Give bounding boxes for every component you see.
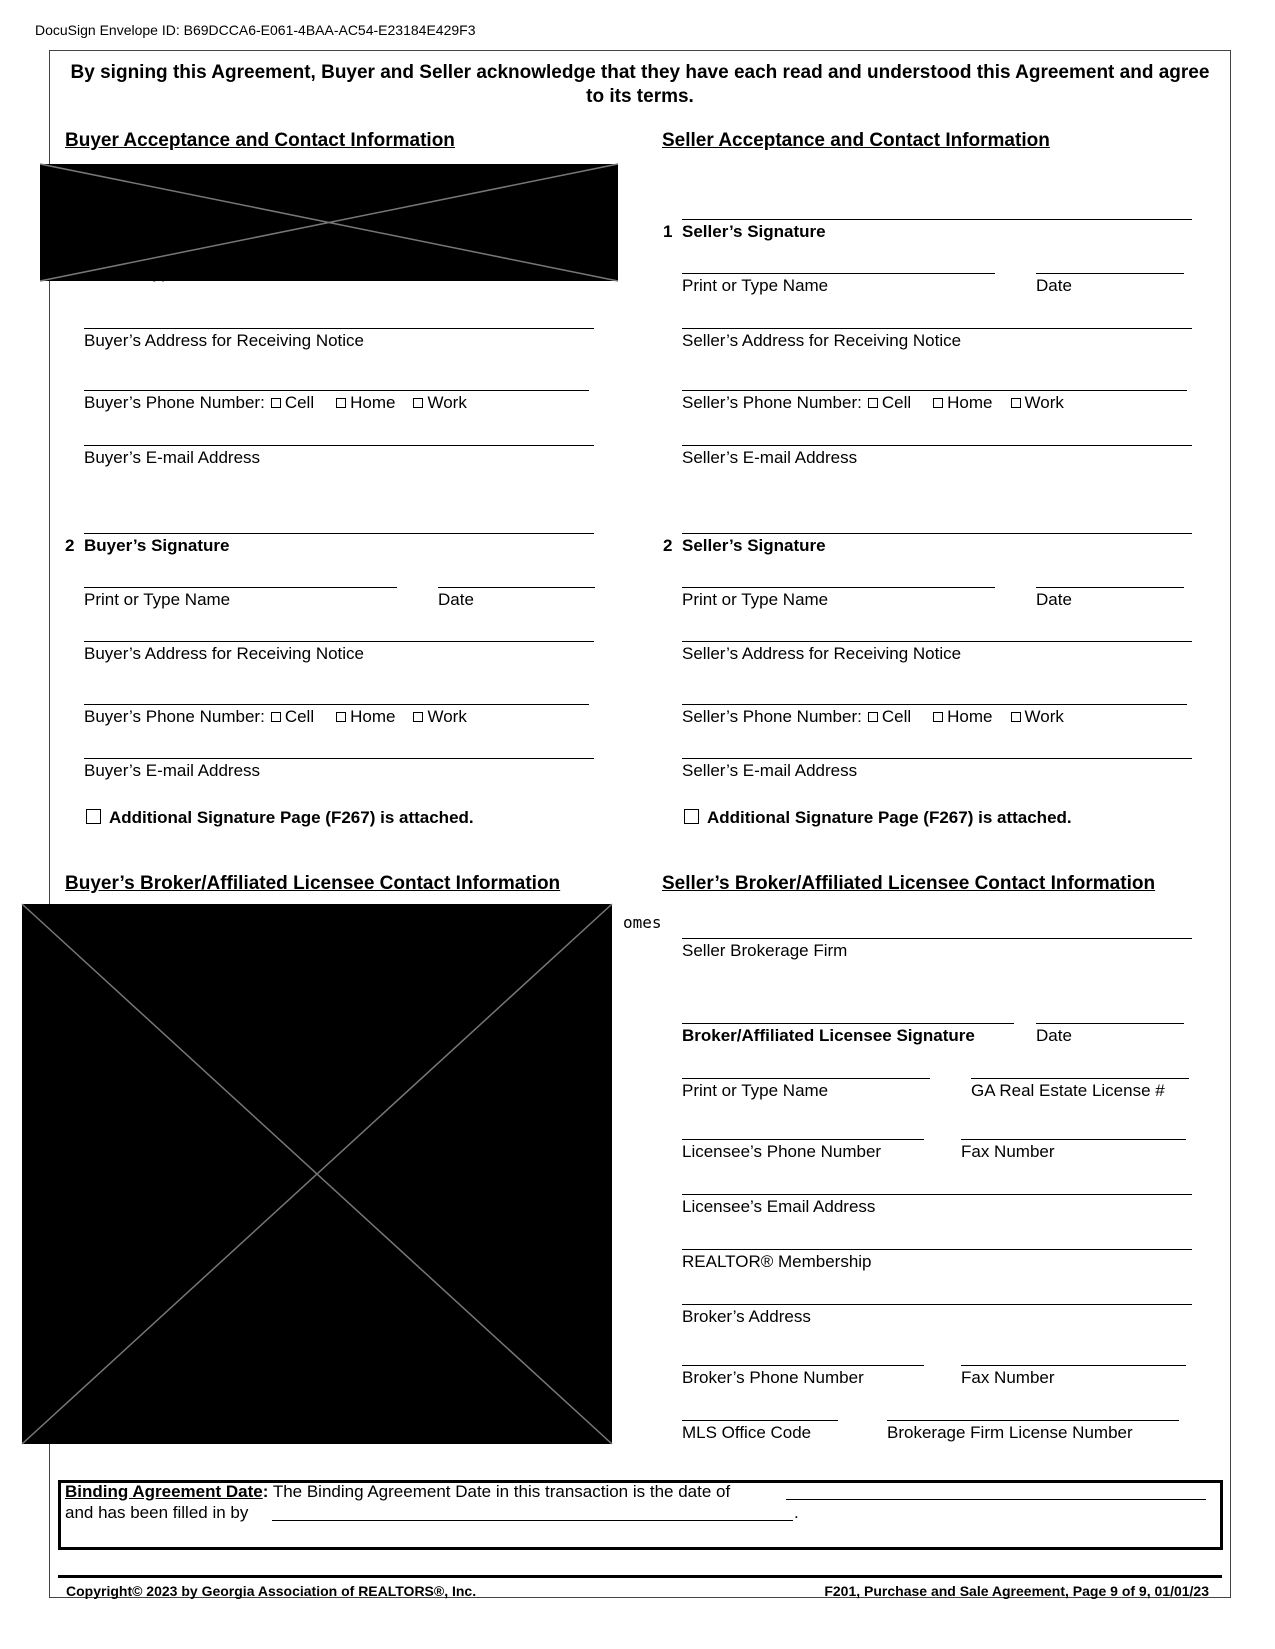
- buyer-email-2-line[interactable]: [84, 758, 594, 759]
- cell-label: Cell: [881, 393, 912, 412]
- seller-phone-2-row: [682, 707, 1064, 727]
- seller-firm-label: Seller Brokerage Firm: [682, 941, 848, 960]
- buyer-broker-heading: Buyer’s Broker/Affiliated Licensee Contact Information: [65, 873, 561, 894]
- seller-print-name-2-line[interactable]: [682, 587, 995, 588]
- seller-broker-heading: Seller’s Broker/Affiliated Licensee Contact Information: [662, 873, 1156, 894]
- seller-phone-2-label: Seller’s Phone Number:: [682, 707, 862, 726]
- buyer-phone-1-home-checkbox[interactable]: [336, 398, 346, 408]
- broker-phone-line[interactable]: [682, 1365, 924, 1366]
- seller-signature-2-line[interactable]: [682, 533, 1192, 534]
- seller-phone-2-home-checkbox[interactable]: [933, 712, 943, 722]
- licensee-email-line[interactable]: [682, 1194, 1192, 1195]
- seller-print-name-1-label: Print or Type Name: [682, 276, 829, 295]
- firm-license-label: Brokerage Firm License Number: [887, 1423, 1133, 1442]
- broker-fax-line[interactable]: [961, 1365, 1186, 1366]
- seller-print-name-1-line[interactable]: [682, 273, 995, 274]
- buyer-phone-2-line[interactable]: [84, 704, 589, 705]
- seller-date-2-label: Date: [1036, 590, 1072, 609]
- seller-address-2-label: Seller’s Address for Receiving Notice: [682, 644, 962, 663]
- footer-rule: [58, 1575, 1222, 1578]
- buyer-additional-signature-checkbox[interactable]: [86, 809, 101, 824]
- mls-office-code-label: MLS Office Code: [682, 1423, 812, 1442]
- firm-license-line[interactable]: [887, 1420, 1179, 1421]
- intro-statement: By signing this Agreement, Buyer and Seller acknowledge that they have each read and understood this Agreement and agree to its terms.: [70, 62, 1210, 107]
- broker-address-label: Broker’s Address: [682, 1307, 811, 1326]
- mls-office-code-line[interactable]: [682, 1420, 838, 1421]
- home-label: Home: [350, 707, 396, 726]
- binding-date-line[interactable]: [786, 1499, 1206, 1500]
- buyer-phone-2-work-checkbox[interactable]: [413, 712, 423, 722]
- seller-email-1-line[interactable]: [682, 445, 1192, 446]
- seller-phone-2-line[interactable]: [682, 704, 1187, 705]
- cell-label: Cell: [284, 393, 315, 412]
- buyer-additional-signature-label: Additional Signature Page (F267) is attached.: [109, 808, 474, 827]
- seller-signature-1-label: Seller’s Signature: [682, 222, 826, 241]
- buyer-signature-2-number: 2: [65, 536, 75, 555]
- seller-phone-1-home-checkbox[interactable]: [933, 398, 943, 408]
- seller-firm-line[interactable]: [682, 938, 1192, 939]
- fax-label: Fax Number: [961, 1142, 1055, 1161]
- buyer-broker-partial-text: omes: [623, 913, 662, 932]
- redaction-box-buyer-broker: [22, 904, 612, 1444]
- seller-email-2-line[interactable]: [682, 758, 1192, 759]
- seller-email-2-label: Seller’s E-mail Address: [682, 761, 858, 780]
- binding-text-2: and has been filled in by: [65, 1503, 249, 1522]
- buyer-phone-2-home-checkbox[interactable]: [336, 712, 346, 722]
- binding-period: .: [794, 1503, 799, 1522]
- seller-additional-signature-checkbox[interactable]: [684, 809, 699, 824]
- seller-address-1-label: Seller’s Address for Receiving Notice: [682, 331, 962, 350]
- buyer-phone-1-row: [84, 393, 467, 413]
- buyer-phone-2-row: [84, 707, 467, 727]
- seller-phone-1-work-checkbox[interactable]: [1011, 398, 1021, 408]
- broker-date-line[interactable]: [1036, 1023, 1184, 1024]
- licensee-phone-line[interactable]: [682, 1139, 924, 1140]
- seller-date-2-line[interactable]: [1036, 587, 1184, 588]
- home-label: Home: [947, 393, 993, 412]
- buyer-email-2-label: Buyer’s E-mail Address: [84, 761, 261, 780]
- footer-copyright: Copyright© 2023 by Georgia Association of REALTORS®, Inc.: [66, 1583, 477, 1599]
- buyer-address-2-line[interactable]: [84, 641, 594, 642]
- buyer-signature-2-line[interactable]: [84, 533, 594, 534]
- seller-date-1-line[interactable]: [1036, 273, 1184, 274]
- license-line[interactable]: [971, 1078, 1189, 1079]
- licensee-phone-label: Licensee’s Phone Number: [682, 1142, 882, 1161]
- buyer-acceptance-heading: Buyer Acceptance and Contact Information: [65, 130, 455, 151]
- work-label: Work: [1024, 707, 1064, 726]
- buyer-phone-1-label: Buyer’s Phone Number:: [84, 393, 265, 412]
- buyer-phone-1-line[interactable]: [84, 390, 589, 391]
- licensee-email-label: Licensee’s Email Address: [682, 1197, 876, 1216]
- broker-signature-label: Broker/Affiliated Licensee Signature: [682, 1026, 975, 1045]
- footer-form-info: F201, Purchase and Sale Agreement, Page 9 of 9, 01/01/23: [824, 1583, 1209, 1599]
- redaction-cross-icon: [22, 904, 612, 1444]
- buyer-date-2-line[interactable]: [438, 587, 595, 588]
- binding-colon: :: [262, 1482, 269, 1501]
- seller-phone-1-line[interactable]: [682, 390, 1187, 391]
- broker-address-line[interactable]: [682, 1304, 1192, 1305]
- binding-agreement-row-1: [65, 1482, 730, 1502]
- seller-phone-2-cell-checkbox[interactable]: [868, 712, 878, 722]
- buyer-address-1-line[interactable]: [84, 328, 594, 329]
- seller-date-1-label: Date: [1036, 276, 1072, 295]
- seller-signature-2-number: 2: [663, 536, 673, 555]
- buyer-email-1-line[interactable]: [84, 445, 594, 446]
- work-label: Work: [427, 707, 467, 726]
- seller-print-name-2-label: Print or Type Name: [682, 590, 829, 609]
- home-label: Home: [947, 707, 993, 726]
- broker-print-name-line[interactable]: [682, 1078, 930, 1079]
- buyer-additional-signature-row: [86, 808, 474, 828]
- binding-agreement-label: Binding Agreement Date: [65, 1482, 263, 1501]
- broker-fax-label: Fax Number: [961, 1368, 1055, 1387]
- broker-date-label: Date: [1036, 1026, 1072, 1045]
- cell-label: Cell: [881, 707, 912, 726]
- work-label: Work: [427, 393, 467, 412]
- broker-signature-line[interactable]: [682, 1023, 1014, 1024]
- buyer-phone-2-cell-checkbox[interactable]: [271, 712, 281, 722]
- buyer-address-2-label: Buyer’s Address for Receiving Notice: [84, 644, 365, 663]
- realtor-membership-line[interactable]: [682, 1249, 1192, 1250]
- binding-text-1: The Binding Agreement Date in this transaction is the date of: [268, 1482, 731, 1501]
- work-label: Work: [1024, 393, 1064, 412]
- buyer-address-1-label: Buyer’s Address for Receiving Notice: [84, 331, 365, 350]
- seller-phone-1-label: Seller’s Phone Number:: [682, 393, 862, 412]
- seller-phone-2-work-checkbox[interactable]: [1011, 712, 1021, 722]
- redaction-box-buyer-signature: [40, 164, 618, 281]
- seller-additional-signature-row: [684, 808, 1072, 828]
- seller-signature-1-number: 1: [663, 222, 673, 241]
- buyer-phone-1-cell-checkbox[interactable]: [271, 398, 281, 408]
- seller-acceptance-heading: Seller Acceptance and Contact Information: [662, 130, 1050, 151]
- realtor-membership-label: REALTOR® Membership: [682, 1252, 872, 1271]
- buyer-signature-2-label: Buyer’s Signature: [84, 536, 230, 555]
- seller-additional-signature-label: Additional Signature Page (F267) is attached.: [707, 808, 1072, 827]
- envelope-id: DocuSign Envelope ID: B69DCCA6-E061-4BAA-AC54-E23184E429F3: [35, 22, 476, 38]
- buyer-print-name-2-line[interactable]: [84, 587, 397, 588]
- frame-left-edge-fragment: [49, 1444, 50, 1482]
- buyer-email-1-label: Buyer’s E-mail Address: [84, 448, 261, 467]
- license-label: GA Real Estate License #: [971, 1081, 1165, 1100]
- seller-phone-1-row: [682, 393, 1064, 413]
- cell-label: Cell: [284, 707, 315, 726]
- buyer-phone-1-work-checkbox[interactable]: [413, 398, 423, 408]
- buyer-print-name-2-label: Print or Type Name: [84, 590, 231, 609]
- seller-address-1-line[interactable]: [682, 328, 1192, 329]
- fax-line[interactable]: [961, 1139, 1186, 1140]
- broker-phone-label: Broker’s Phone Number: [682, 1368, 864, 1387]
- buyer-phone-2-label: Buyer’s Phone Number:: [84, 707, 265, 726]
- seller-address-2-line[interactable]: [682, 641, 1192, 642]
- home-label: Home: [350, 393, 396, 412]
- buyer-date-2-label: Date: [438, 590, 474, 609]
- seller-phone-1-cell-checkbox[interactable]: [868, 398, 878, 408]
- broker-print-name-label: Print or Type Name: [682, 1081, 829, 1100]
- seller-signature-2-label: Seller’s Signature: [682, 536, 826, 555]
- binding-filled-by-line[interactable]: [272, 1520, 793, 1521]
- seller-signature-1-line[interactable]: [682, 219, 1192, 220]
- seller-email-1-label: Seller’s E-mail Address: [682, 448, 858, 467]
- redaction-cross-icon: [40, 164, 618, 281]
